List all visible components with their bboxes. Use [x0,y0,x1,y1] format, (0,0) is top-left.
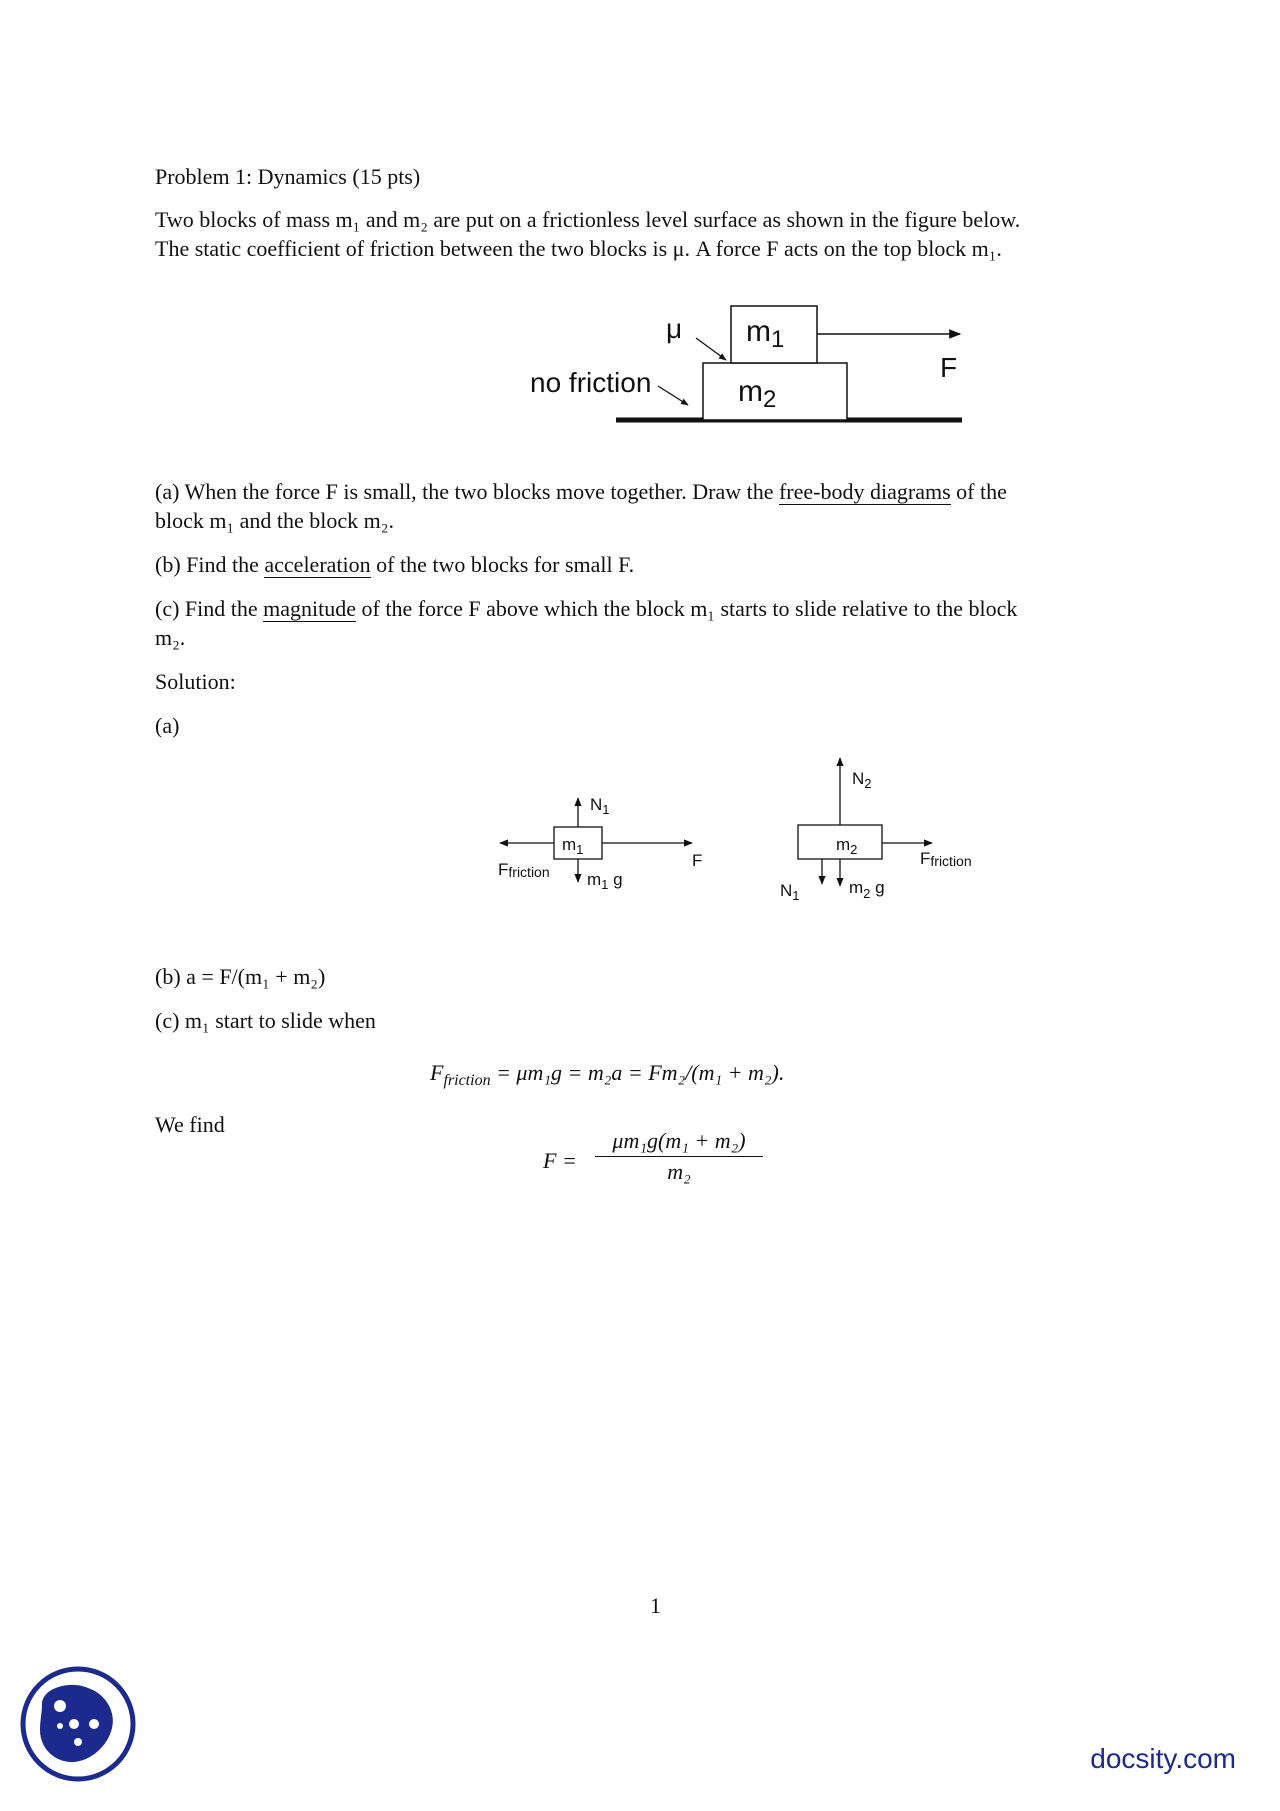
fbd-m2-normal-label: $N_2$ [852,769,872,791]
no-friction-label: no friction [530,367,652,398]
free-body-diagrams-link[interactable]: free-body diagrams [778,479,951,504]
force-label: F [940,352,958,383]
part-a-text-post: of the [950,479,1007,504]
free-body-diagrams [0,740,1280,930]
friction-equation-lhs: F [430,1060,444,1085]
part-c-text-pre: (c) Find the [155,596,264,621]
fbd-m2-weight-label: $m_2$ g [849,878,885,901]
m2-label: $m_2$ [738,375,777,413]
answer-c: (c) m₁ start to slide when [155,1008,376,1033]
force-equation-lhs: F = [543,1148,577,1173]
fbd-m1-force-label: F [692,851,703,870]
no-friction-pointer-arrow [658,386,688,405]
page-number: 1 [650,1593,661,1618]
intro-line-2: The static coefficient of friction between the two blocks is μ. A force F acts on the top block m₁. [155,236,1002,261]
we-find-label: We find [155,1112,225,1137]
friction-equation-rhs: = μm₁g = m₂a = Fm₂/(m₁ + m₂). [490,1060,785,1085]
docsity-logo-icon[interactable] [20,1666,136,1782]
fbd-m2-n1-label: $N_1$ [780,881,800,903]
fbd-m2 [780,758,972,903]
force-equation-fraction [595,1128,763,1185]
fbd-m1-weight-label: $m_1$ g [587,870,623,892]
part-a-line-1 [155,477,1007,506]
force-equation-numerator: μm₁g(m₁ + m₂) [595,1128,763,1157]
solution-label: Solution: [155,669,236,694]
friction-equation [430,1058,784,1090]
force-equation-denominator: m₂ [667,1159,691,1184]
mu-pointer-arrow [696,338,726,360]
part-c-text-post: of the force F above which the block m₁ starts to slide relative to the block [356,596,1018,621]
fbd-m2-label: $m_2$ [836,835,858,857]
acceleration-link[interactable]: acceleration [264,552,371,577]
part-a-text-pre: (a) When the force F is small, the two blocks move together. Draw the [155,479,779,504]
part-b-line [155,550,634,579]
fbd-m1-label: $m_1$ [562,835,584,857]
solution-a-label: (a) [155,713,180,738]
part-b-text-pre: (b) Find the [155,552,265,577]
stacked-blocks-figure [0,0,1280,460]
intro-line-1: Two blocks of mass m₁ and m₂ are put on a frictionless level surface as shown in the figure below. [155,207,1021,232]
part-c-line-1 [155,594,1017,623]
mu-label: μ [666,313,683,344]
magnitude-link[interactable]: magnitude [263,596,357,621]
problem-title: Problem 1: Dynamics (15 pts) [155,164,421,189]
part-c-line-2: m₂. [155,625,186,650]
part-a-line-2: block m₁ and the block m₂. [155,508,394,533]
fbd-m1-normal-label: $N_1$ [590,795,610,817]
fbd-m2-friction-label: Ffriction [920,849,972,869]
friction-equation-sub: friction [443,1072,491,1089]
fbd-m1-friction-label: Ffriction [498,860,550,880]
docsity-brand-link[interactable]: docsity.com [1090,1743,1236,1774]
m1-label: $m_1$ [746,315,785,353]
part-b-text-post: of the two blocks for small F. [370,552,635,577]
fbd-m1 [498,795,702,892]
answer-b: (b) a = F/(m₁ + m₂) [155,964,326,989]
